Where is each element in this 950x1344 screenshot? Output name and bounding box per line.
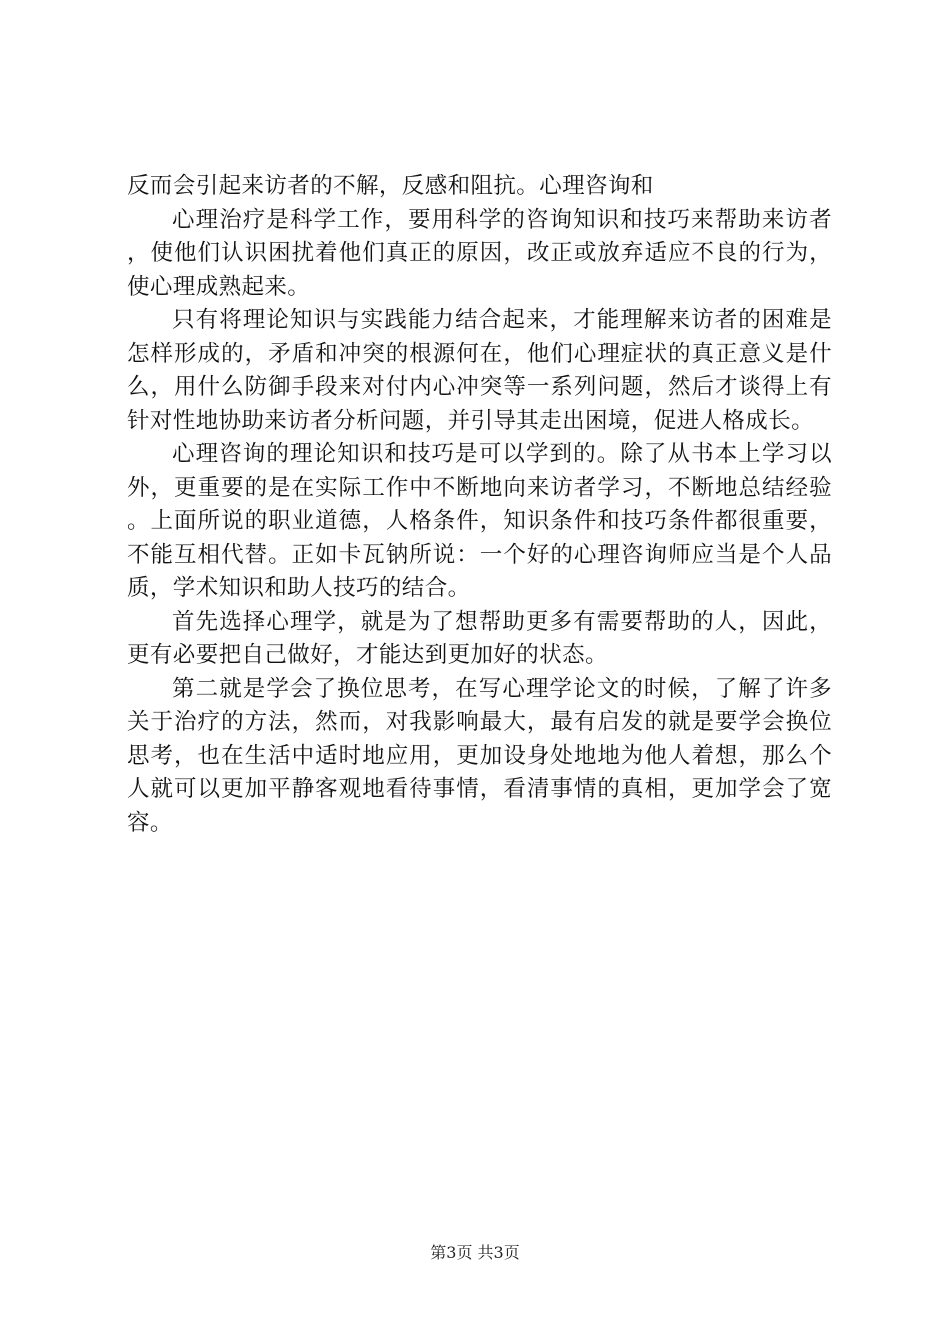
page-footer: 第3页 共3页 xyxy=(430,1243,520,1262)
paragraph-3: 只有将理论知识与实践能力结合起来，才能理解来访者的困难是怎样形成的，矛盾和冲突的根源何在，他们心理症状的真正意义是什么，用什么防御手段来对付内心冲突等一系列问题，然后才谈得上有针对性地协助来访者分析问题，并引导其走出困境，促进人格成长。 xyxy=(127,307,832,434)
document-body xyxy=(127,170,832,840)
paragraph-2: 心理治疗是科学工作，要用科学的咨询知识和技巧来帮助来访者，使他们认识困扰着他们真正的原因，改正或放弃适应不良的行为，使心理成熟起来。 xyxy=(127,206,832,300)
paragraph-4: 心理咨询的理论知识和技巧是可以学到的。除了从书本上学习以外，更重要的是在实际工作中不断地向来访者学习，不断地总结经验。上面所说的职业道德，人格条件，知识条件和技巧条件都很重要，不能互相代替。正如卡瓦钠所说：一个好的心理咨询师应当是个人品质，学术知识和助人技巧的结合。 xyxy=(127,441,832,601)
paragraph-1: 反而会引起来访者的不解，反感和阻抗。心理咨询和 xyxy=(127,173,654,199)
paragraph-6: 第二就是学会了换位思考，在写心理学论文的时候，了解了许多关于治疗的方法，然而，对我影响最大，最有启发的就是要学会换位思考，也在生活中适时地应用，更加设身处地地为他人着想，那么个人就可以更加平静客观地看待事情，看清事情的真相，更加学会了宽容。 xyxy=(127,675,832,836)
paragraph-5: 首先选择心理学，就是为了想帮助更多有需要帮助的人，因此，更有必要把自己做好，才能达到更加好的状态。 xyxy=(127,608,832,668)
